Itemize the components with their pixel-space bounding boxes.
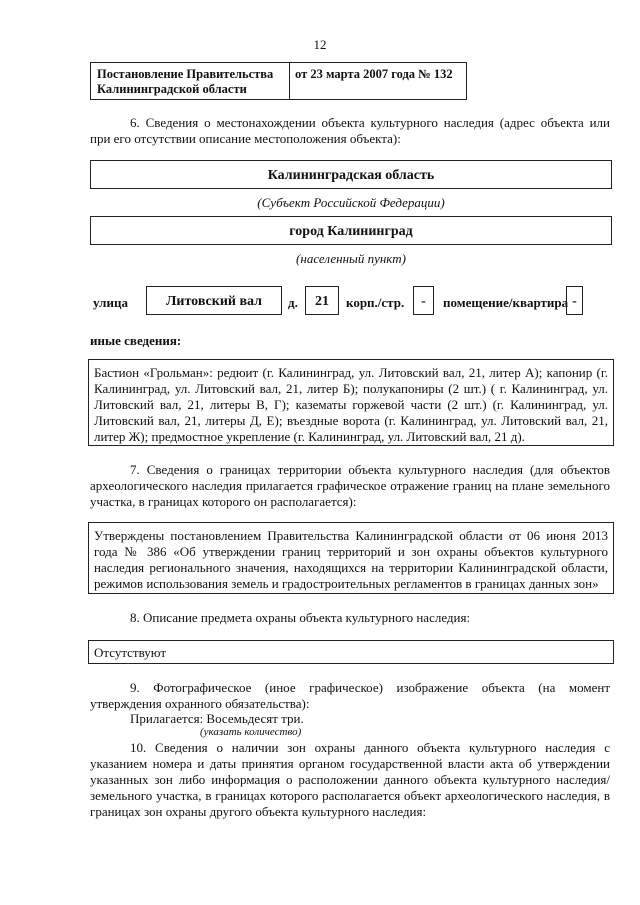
house-label: д.: [288, 295, 298, 310]
boundaries-box: Утверждены постановлением Правительства Калининградской области от 06 июня 2013 года № 386 «Об утверждении границ территорий и зон охраны объектов культурного наследия регионального значения, находящихся на территории Калининградской области, режимов использования земель и градостроительных регламентов в границах данных зон»: [88, 522, 614, 594]
section7-heading: 7. Сведения о границах территории объекта культурного наследия (для объектов археологического наследия прилагается графическое отражение границ на плане земельного участка, в границах которого он располагается):: [90, 462, 610, 509]
other-info-label: иные сведения:: [90, 333, 182, 348]
city-caption: (населенный пункт): [296, 251, 406, 266]
other-info-box: Бастион «Грольман»: редюит (г. Калининград, ул. Литовский вал, 21, литер А); капонир (г. Калининград, ул. Литовский вал, 21, литер Б); полукапониры (2 шт.) ( г. Калининград, ул. Литовский вал, 21, литеры В, Г); казематы горжевой части (2 шт.) (г. Калининград, ул. Литовский вал, 21, литеры Д, Е); въездные ворота (г. Калининград, ул. Литовский вал, 21, литер Ж); предмостное укрепление (г. Калининград, ул. Литовский вал, 21 д).: [88, 359, 614, 446]
city-field: город Калининград: [90, 216, 612, 245]
header-document-box: [90, 62, 290, 100]
header-date-number: от 23 марта 2007 года № 132: [295, 67, 453, 81]
section9-heading: 9. Фотографическое (иное графическое) изображение объекта (на момент утверждения охранного обязательства):: [90, 680, 610, 711]
street-field: Литовский вал: [146, 286, 282, 315]
region-field: Калининградская область: [90, 160, 612, 189]
header-document-line1: Постановление Правительства: [97, 67, 274, 81]
region-caption: (Субъект Российской Федерации): [257, 195, 445, 210]
photos-caption: (указать количество): [200, 726, 302, 738]
house-field: 21: [305, 286, 339, 315]
street-label: улица: [93, 295, 128, 310]
header-document-line2: Калининградской области: [97, 82, 247, 96]
section6-heading: 6. Сведения о местонахождении объекта культурного наследия (адрес объекта или при его отсутствии описание местоположения объекта):: [90, 115, 610, 146]
room-label: помещение/квартира: [443, 295, 569, 310]
photos-attached: Прилагается: Восемьдесят три.: [130, 711, 304, 726]
section8-heading: 8. Описание предмета охраны объекта культурного наследия:: [130, 610, 471, 625]
room-field: -: [566, 286, 583, 315]
korp-field: -: [413, 286, 434, 315]
section10-heading: 10. Сведения о наличии зон охраны данного объекта культурного наследия с указанием номера и даты принятия органом государственной власти акта об утверждении указанных зон либо информация о расположении данного объекта культурного наследия/земельного участка, в границах которого располагается объект археологического наследия, в границах зон охраны другого объекта культурного наследия:: [90, 740, 610, 819]
header-date-box: [289, 62, 467, 100]
protection-subject-box: Отсутствуют: [88, 640, 614, 664]
korp-label: корп./стр.: [346, 295, 405, 310]
page-number: 12: [313, 37, 327, 52]
